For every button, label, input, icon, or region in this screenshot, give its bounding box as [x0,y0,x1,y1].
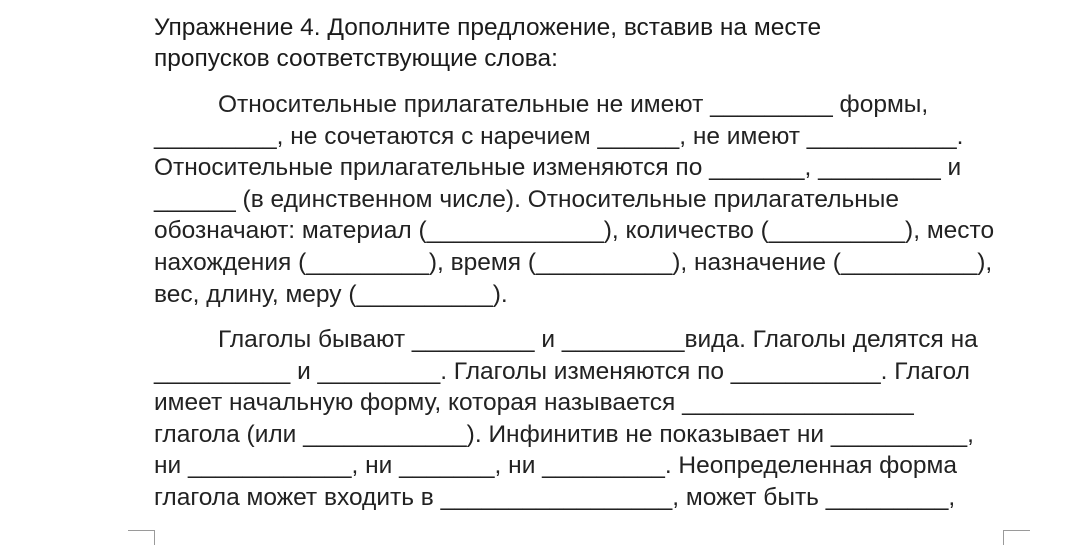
text-line: вес, длину, меру (__________). [154,280,508,308]
text-line: ни ____________, ни _______, ни _________. Неопределенная форма [154,452,958,480]
paragraph-verbs [154,324,1054,514]
text-line: Относительные прилагательные изменяются по _______, _________ и [154,154,962,182]
text-line: _________, не сочетаются с наречием ______, не имеют ___________. [154,122,964,150]
text-line: обозначают: материал (_____________), количество (__________), место [154,217,995,245]
text-line: глагола (или ____________). Инфинитив не показывает ни __________, [154,420,974,448]
exercise-title [154,12,1054,74]
text-line: __________ и _________. Глаголы изменяются по ___________. Глагол [154,357,970,385]
page-margin-corner-mark [1003,530,1030,545]
text-line: глагола может входить в _________________, может быть _________, [154,483,956,511]
text-line: нахождения (_________), время (__________), назначение (__________), [154,248,993,276]
text-line: Относительные прилагательные не имеют _________ формы, [218,91,929,118]
text-line: ______ (в единственном числе). Относительные прилагательные [154,185,900,213]
text-line: Глаголы бывают _________ и _________вида. Глаголы делятся на [218,326,978,353]
title-line: Упражнение 4. Дополните предложение, вставив на месте [154,14,822,41]
title-line: пропусков соответствующие слова: [154,45,558,72]
page-margin-corner-mark [128,530,155,545]
text-line: имеет начальную форму, которая называется _________________ [154,389,914,417]
paragraph-adjectives [154,89,1054,310]
